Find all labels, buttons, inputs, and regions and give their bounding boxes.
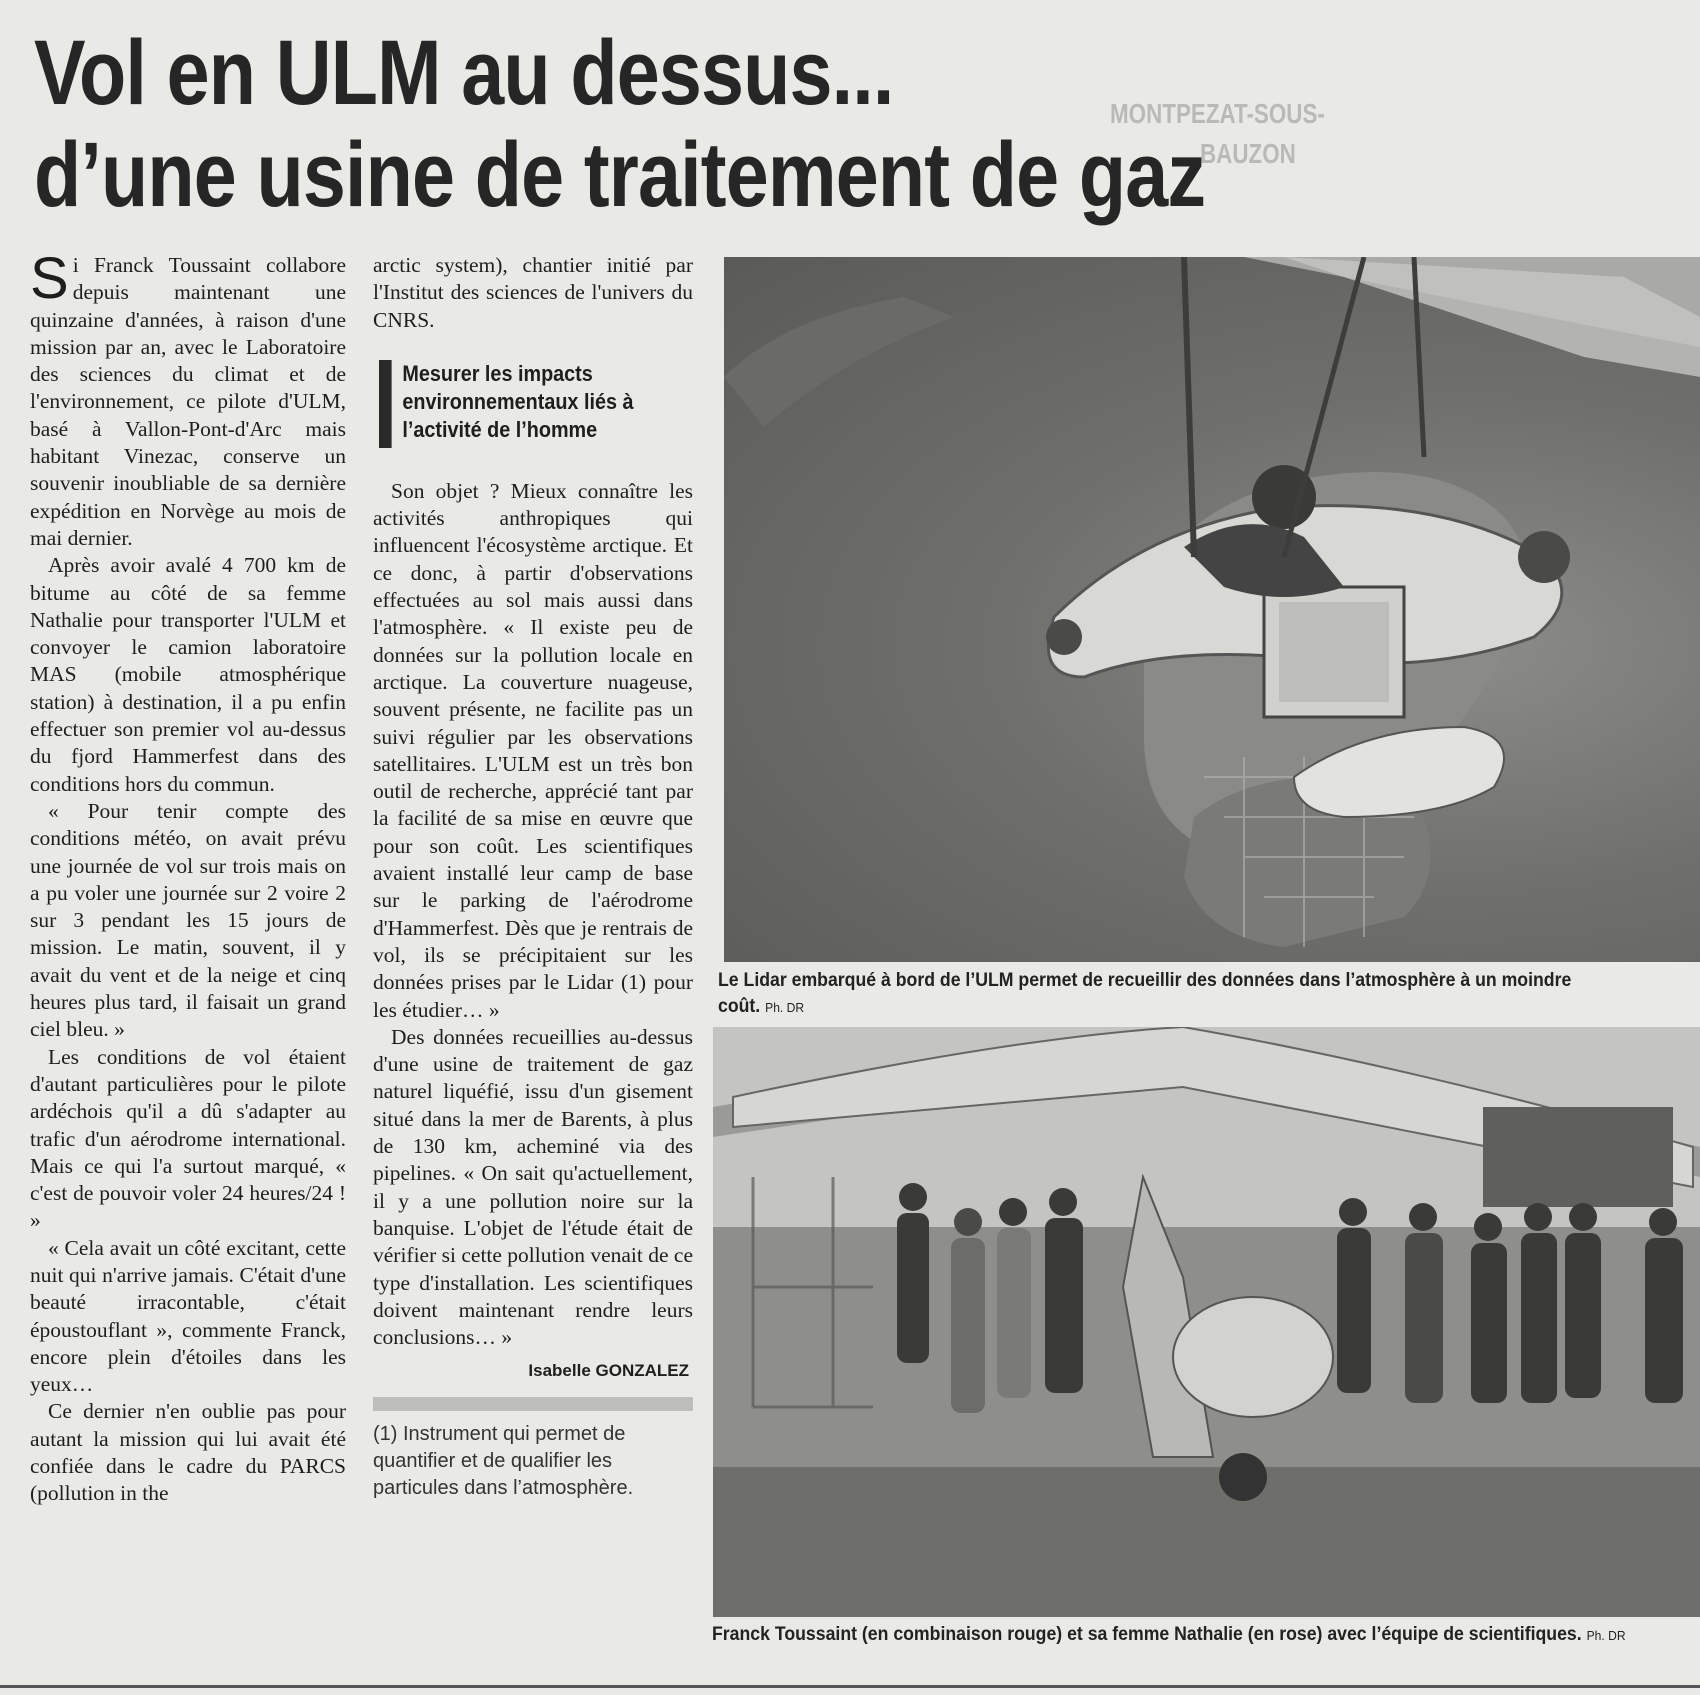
footnote: (1) Instrument qui permet de quantifier et de qualifier les particules dans l’atmosphère. (373, 1422, 634, 1499)
paragraph-5: « Cela avait un côté excitant, cette nuit qui n'arrive jamais. C'était d'une beauté irracontable, c'était époustouflant », commente Franck, encore plein d'étoiles dans les yeux… (30, 1235, 346, 1397)
bleed-through-text: MONTPEZAT-SOUS- (1110, 98, 1325, 129)
photo-ulm-aerial (724, 257, 1700, 962)
paragraph-2: Après avoir avalé 4 700 km de bitume au côté de sa femme Nathalie pour transporter l'ULM et convoyer le camion laboratoire MAS (mobile atmosphérique station) à destination, il a pu enfin effectuer son premier vol au-dessus du fjord Hammerfest dans des conditions hors du commun. (30, 553, 346, 796)
paragraph-4: Les conditions de vol étaient d'autant particulières pour le pilote ardéchois qu'il a dû s'adapter au trafic d'un aérodrome international. Mais ce qui l'a surtout marqué, « c'est de pouvoir voler 24 heures/24 ! » (30, 1044, 346, 1233)
article-column-2 (373, 252, 693, 1502)
paragraph-3: « Pour tenir compte des conditions météo, on avait prévu une journée de vol sur trois mais on a pu voler une journée sur 2 voire 2 sur 3 pendant les 15 jours de mission. Le matin, souvent, il y avait du vent et de la neige et cinq heures plus tard, il faisait un grand ciel bleu. » (30, 798, 346, 1042)
footnote-divider (373, 1397, 693, 1411)
author-byline: Isabelle GONZALEZ (528, 1361, 689, 1381)
article-column-1 (30, 246, 346, 1508)
paragraph-8: Des données recueillies au-dessus d'une usine de traitement de gaz naturel liquéfié, issu d'un gisement situé dans la mer de Barents, à plus de 130 km, acheminé via des pipelines. « On sait qu'actuellement, il y a une pollution noire sur la banquise. L'objet de l'étude était de vérifier si cette pollution venait de ce type d'installation. Les scientifiques doivent maintenant rendre leurs conclusions… » (373, 1024, 693, 1350)
photo-credit-2: Ph. DR (1586, 1628, 1626, 1643)
paragraph-7: Son objet ? Mieux connaître les activités anthropiques qui influencent l'écosystème arctique. Et ce donc, à partir d'observations effectuées au sol mais aussi dans l'atmosphère. « Il existe peu de données sur la pollution locale en arctique. La couverture nuageuse, souvent présente, ne facilite pas un suivi régulier par les observations satellitaires. L'ULM est un très bon outil de recherche, apprécié tant par la facilité de sa mise en œuvre que pour son coût. Les scientifiques avaient installé leur camp de base sur le parking de l'aérodrome d'Hammerfest. Dès que je rentrais de vol, ils se précipitaient sur les données prises par le Lidar (1) pour les étudier… » (373, 478, 693, 1022)
paragraph-1: Si Franck Toussaint collabore depuis maintenant une quinzaine d'années, à raison d'une mission par an, avec le Laboratoire des sciences du climat et de l'environnement, ce pilote d'ULM, basé à Vallon-Pont-d'Arc mais habitant Vinezac, conserve un souvenir inoubliable de sa dernière expédition en Norvège au mois de mai dernier. (30, 246, 346, 550)
headline-line-2: d’une usine de traitement de gaz (34, 124, 1206, 226)
section-subheading: Mesurer les impacts environnementaux liés à l’activité de l’homme (379, 360, 662, 448)
bleed-through-text-2: BAUZON (1200, 138, 1296, 169)
paragraph-continued: arctic system), chantier initié par l'Institut des sciences de l'univers du CNRS. (373, 253, 693, 332)
drop-cap: S (30, 246, 69, 311)
photo-team-hangar (713, 1027, 1700, 1617)
article-headline (34, 22, 1206, 226)
team-hangar-illustration (713, 1027, 1700, 1617)
paragraph-6: Ce dernier n'en oublie pas pour autant la mission qui lui avait été confiée dans le cadre du PARCS (pollution in the (30, 1399, 346, 1506)
page-bottom-rule (0, 1685, 1700, 1688)
ulm-aerial-illustration (724, 257, 1700, 962)
headline-line-1: Vol en ULM au dessus... (34, 22, 894, 124)
photo-caption-1: Le Lidar embarqué à bord de l’ULM permet de recueillir des données dans l’atmosphère à un moindre coût. Ph. DR (718, 970, 1572, 1017)
photo-credit: Ph. DR (765, 1000, 805, 1015)
photo-caption-2: Franck Toussaint (en combinaison rouge) et sa femme Nathalie (en rose) avec l’équipe de scientifiques. Ph. DR (712, 1624, 1626, 1645)
